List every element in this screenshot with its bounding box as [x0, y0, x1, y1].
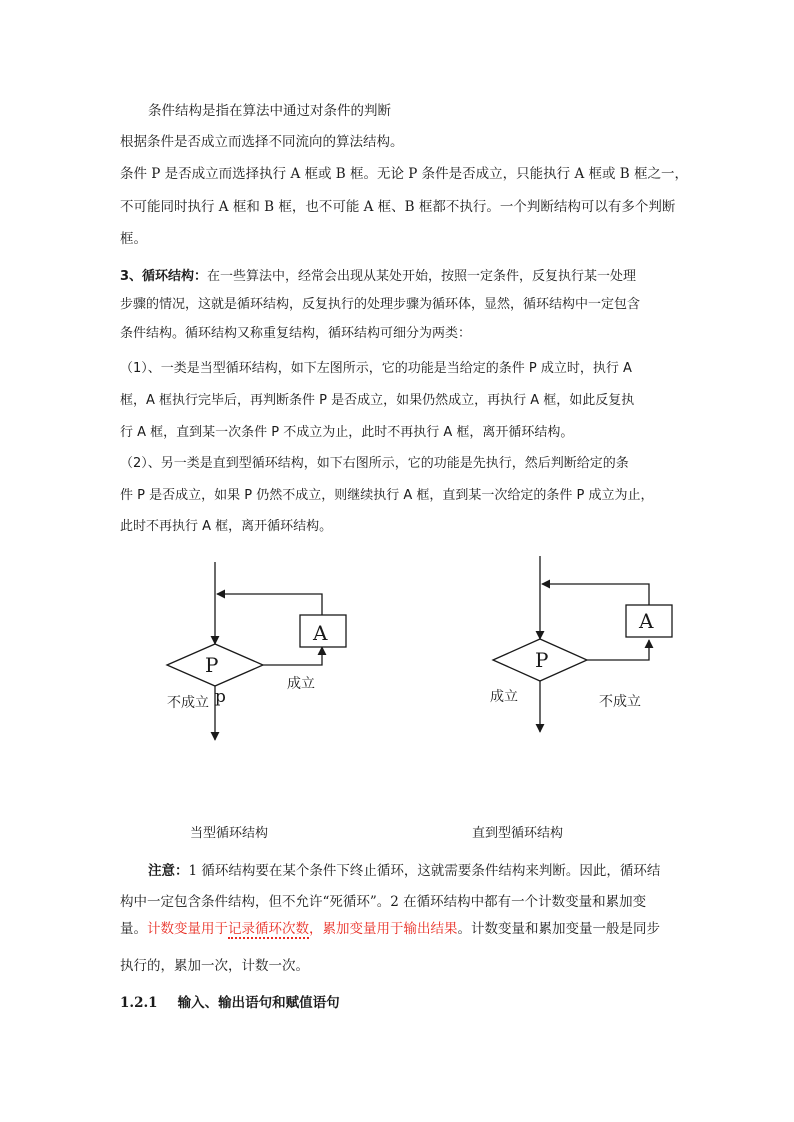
right-diagram-caption: 直到型循环结构	[472, 826, 564, 841]
loop-heading: 3、循环结构：	[120, 269, 208, 284]
note-line-3-end: 。计数变量和累加变量一般是同步	[457, 921, 660, 937]
left-loop-diagram	[167, 562, 346, 740]
right-no-label: 不成立	[599, 694, 641, 710]
note-line-3-start: 量。	[120, 921, 147, 937]
loop-line-7: （2）、另一类是直到型循环结构，如下右图所示，它的功能是先执行，然后判断给定的条	[120, 456, 629, 471]
conditional-line-5: 框。	[120, 231, 147, 247]
left-no-label: 不成立	[167, 695, 209, 711]
subsection-heading	[120, 994, 340, 1012]
left-return-arrow	[217, 594, 322, 615]
left-diagram-caption: 当型循环结构	[190, 826, 269, 841]
subsection-number: 1.2.1	[120, 995, 158, 1011]
left-box-label: A	[313, 621, 328, 645]
loop-line-5: 框，A 框执行完毕后，再判断条件 P 是否成立，如果仍然成立，再执行 A 框，如此反复执	[120, 393, 635, 408]
loop-line-8: 件 P 是否成立，如果 P 仍然不成立，则继续执行 A 框，直到某一次给定的条件 P 成立为止，	[120, 488, 654, 503]
note-label: 注意：	[148, 863, 189, 879]
note-line-1-text: 1 循环结构要在某个条件下终止循环，这就需要条件结构来判断。因此，循环结	[188, 863, 661, 879]
loop-line-6: 行 A 框，直到某一次条件 P 不成立为止，此时不再执行 A 框，离开循环结构。	[120, 425, 574, 440]
conditional-line-4: 不可能同时执行 A 框和 B 框，也不可能 A 框、B 框都不执行。一个判断结构可以有多个判断	[120, 199, 676, 215]
left-decision-label: P	[205, 653, 219, 677]
conditional-line-2: 根据条件是否成立而选择不同流向的算法结构。	[120, 134, 404, 150]
loop-line-3: 条件结构。循环结构又称重复结构，循环结构可细分为两类：	[120, 326, 472, 341]
right-box-label: A	[639, 609, 654, 633]
conditional-line-1: 条件结构是指在算法中通过对条件的判断	[148, 103, 391, 119]
left-yes-arrow	[263, 647, 322, 665]
note-line-2: 构中一定包含条件结构，但不允许“死循环”。2 在循环结构中都有一个计数变量和累加变	[120, 894, 647, 910]
loop-line-1-text: 在一些算法中，经常会出现从某处开始，按照一定条件，反复执行某一处理	[207, 269, 637, 284]
note-line-3	[120, 920, 660, 938]
note-line-1	[148, 862, 660, 880]
right-loop-diagram	[493, 556, 672, 732]
loop-line-4: （1）、一类是当型循环结构，如下左图所示，它的功能是当给定的条件 P 成立时，执行 A	[120, 361, 632, 376]
loop-line-2: 步骤的情况，这就是循环结构，反复执行的处理步骤为循环体，显然，循环结构中一定包含	[120, 297, 641, 312]
left-yes-label: 成立	[287, 676, 315, 692]
right-return-arrow	[542, 584, 649, 605]
loop-line-9: 此时不再执行 A 框，离开循环结构。	[120, 519, 333, 534]
note-red-text-1: 计数变量用于	[147, 921, 228, 937]
right-decision-label: P	[535, 648, 549, 672]
subsection-title: 输入、输出语句和赋值语句	[177, 995, 340, 1011]
right-no-arrow	[587, 640, 649, 660]
left-extra-label: p	[215, 687, 226, 707]
note-red-text-2: ，累加变量用于输出结果	[309, 921, 458, 937]
right-yes-label: 成立	[490, 689, 518, 705]
note-red-underlined: 记录循环次数	[228, 921, 309, 937]
note-line-4: 执行的，累加一次，计数一次。	[120, 958, 309, 974]
conditional-line-3: 条件 P 是否成立而选择执行 A 框或 B 框。无论 P 条件是否成立，只能执行 A 框或 B 框之一，	[120, 166, 689, 182]
